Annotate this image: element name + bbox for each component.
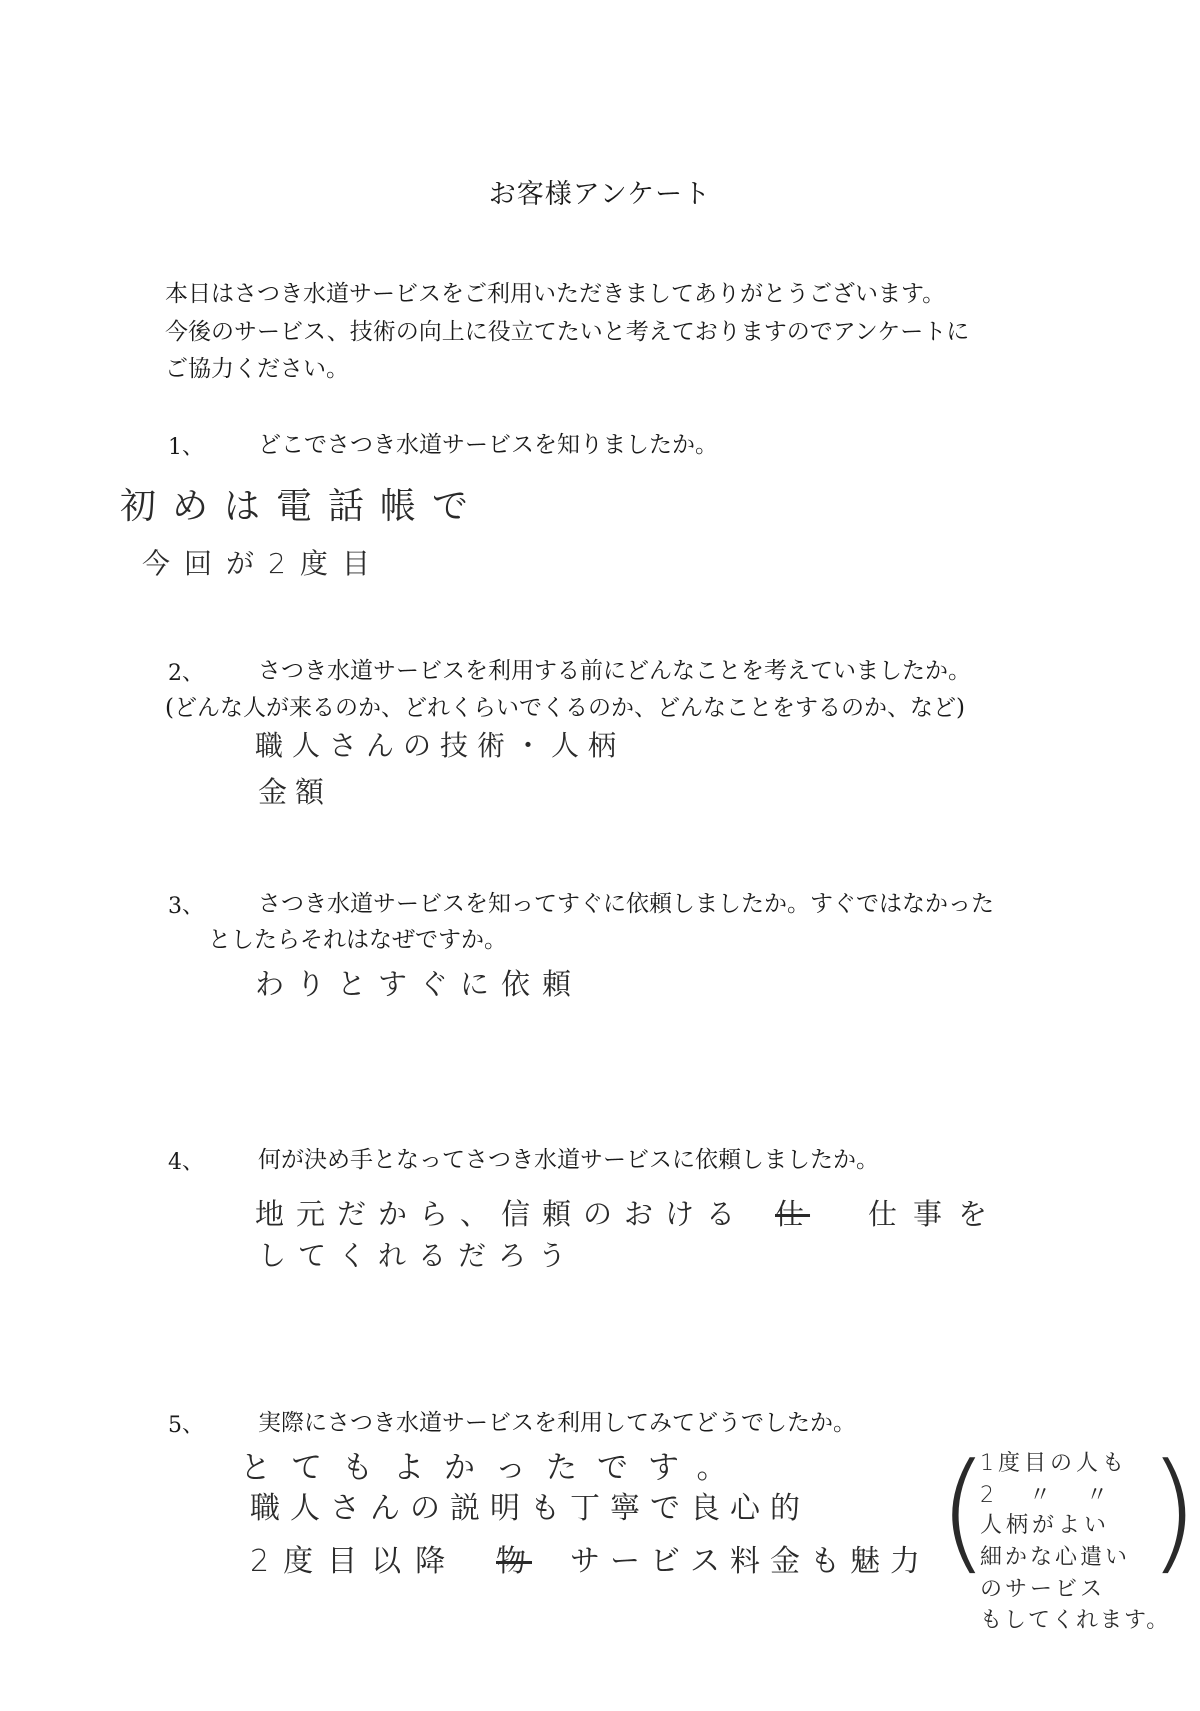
q5-answer-line-1: とてもよかったです。 — [240, 1450, 748, 1486]
q2-number: 2、 — [168, 661, 204, 686]
intro-line-2: 今後のサービス、技術の向上に役立てたいと考えておりますのでアンケートに — [165, 319, 970, 345]
intro-line-3: ご協力ください。 — [165, 356, 349, 382]
q5-answer-struck-word: 物 — [496, 1544, 532, 1579]
q3-text: さつき水道サービスを知ってすぐに依頼しましたか。すぐではなかった — [258, 891, 994, 917]
side-note-line-5: のサービス — [980, 1577, 1106, 1602]
q5-number: 5、 — [168, 1413, 204, 1438]
q5-answer-line-3a: 2度目以降 — [250, 1544, 460, 1579]
q4-answer-line-2: してくれるだろう — [258, 1239, 579, 1272]
q1-number: 1、 — [168, 435, 204, 460]
q2-text: さつき水道サービスを利用する前にどんなことを考えていましたか。 — [258, 658, 971, 684]
page-title: お客様アンケート — [488, 179, 712, 210]
q1-text: どこでさつき水道サービスを知りましたか。 — [258, 432, 718, 458]
side-note-line-2: 2 〃 〃 — [980, 1483, 1122, 1508]
q2-answer-line-2: 金額 — [258, 775, 333, 809]
q4-answer-line-1a: 地元だから、信頼のおける — [255, 1197, 748, 1231]
q4-answer-line-1c: 仕事を — [868, 1197, 1004, 1231]
q1-answer-line-1: 初めは電話帳で — [120, 486, 485, 527]
q5-answer-line-2: 職人さんの説明も丁寧で良心的 — [250, 1491, 810, 1526]
q5-answer-line-3c: サービス料金も魅力 — [570, 1544, 930, 1579]
intro-line-1: 本日はさつき水道サービスをご利用いただきましてありがとうございます。 — [165, 281, 946, 307]
q4-answer-struck-word: 仕 — [775, 1197, 811, 1231]
side-note-line-3: 人柄がよい — [980, 1513, 1111, 1538]
q1-answer-line-2: 今回が2度目 — [142, 547, 384, 580]
side-note-line-1: 1度目の人も — [980, 1451, 1128, 1476]
q2-answer-line-1: 職人さんの技術・人柄 — [255, 729, 626, 762]
q3-answer-line-1: わりとすぐに依頼 — [255, 967, 584, 1001]
q5-text: 実際にさつき水道サービスを利用してみてどうでしたか。 — [258, 1410, 856, 1436]
side-note-open-paren: ( — [938, 1435, 989, 1587]
q2-text-line-2: (どんな人が来るのか、どれくらいでくるのか、どんなことをするのか、など) — [165, 695, 965, 721]
side-note-line-6: もしてくれます。 — [980, 1608, 1171, 1633]
q4-text: 何が決め手となってさつき水道サービスに依頼しましたか。 — [258, 1147, 879, 1173]
q3-number: 3、 — [168, 894, 204, 919]
q4-number: 4、 — [168, 1150, 204, 1175]
side-note-line-4: 細かな心遣い — [980, 1545, 1131, 1570]
side-note-close-paren: ) — [1148, 1435, 1199, 1587]
q3-text-line-2: としたらそれはなぜですか。 — [208, 927, 507, 953]
